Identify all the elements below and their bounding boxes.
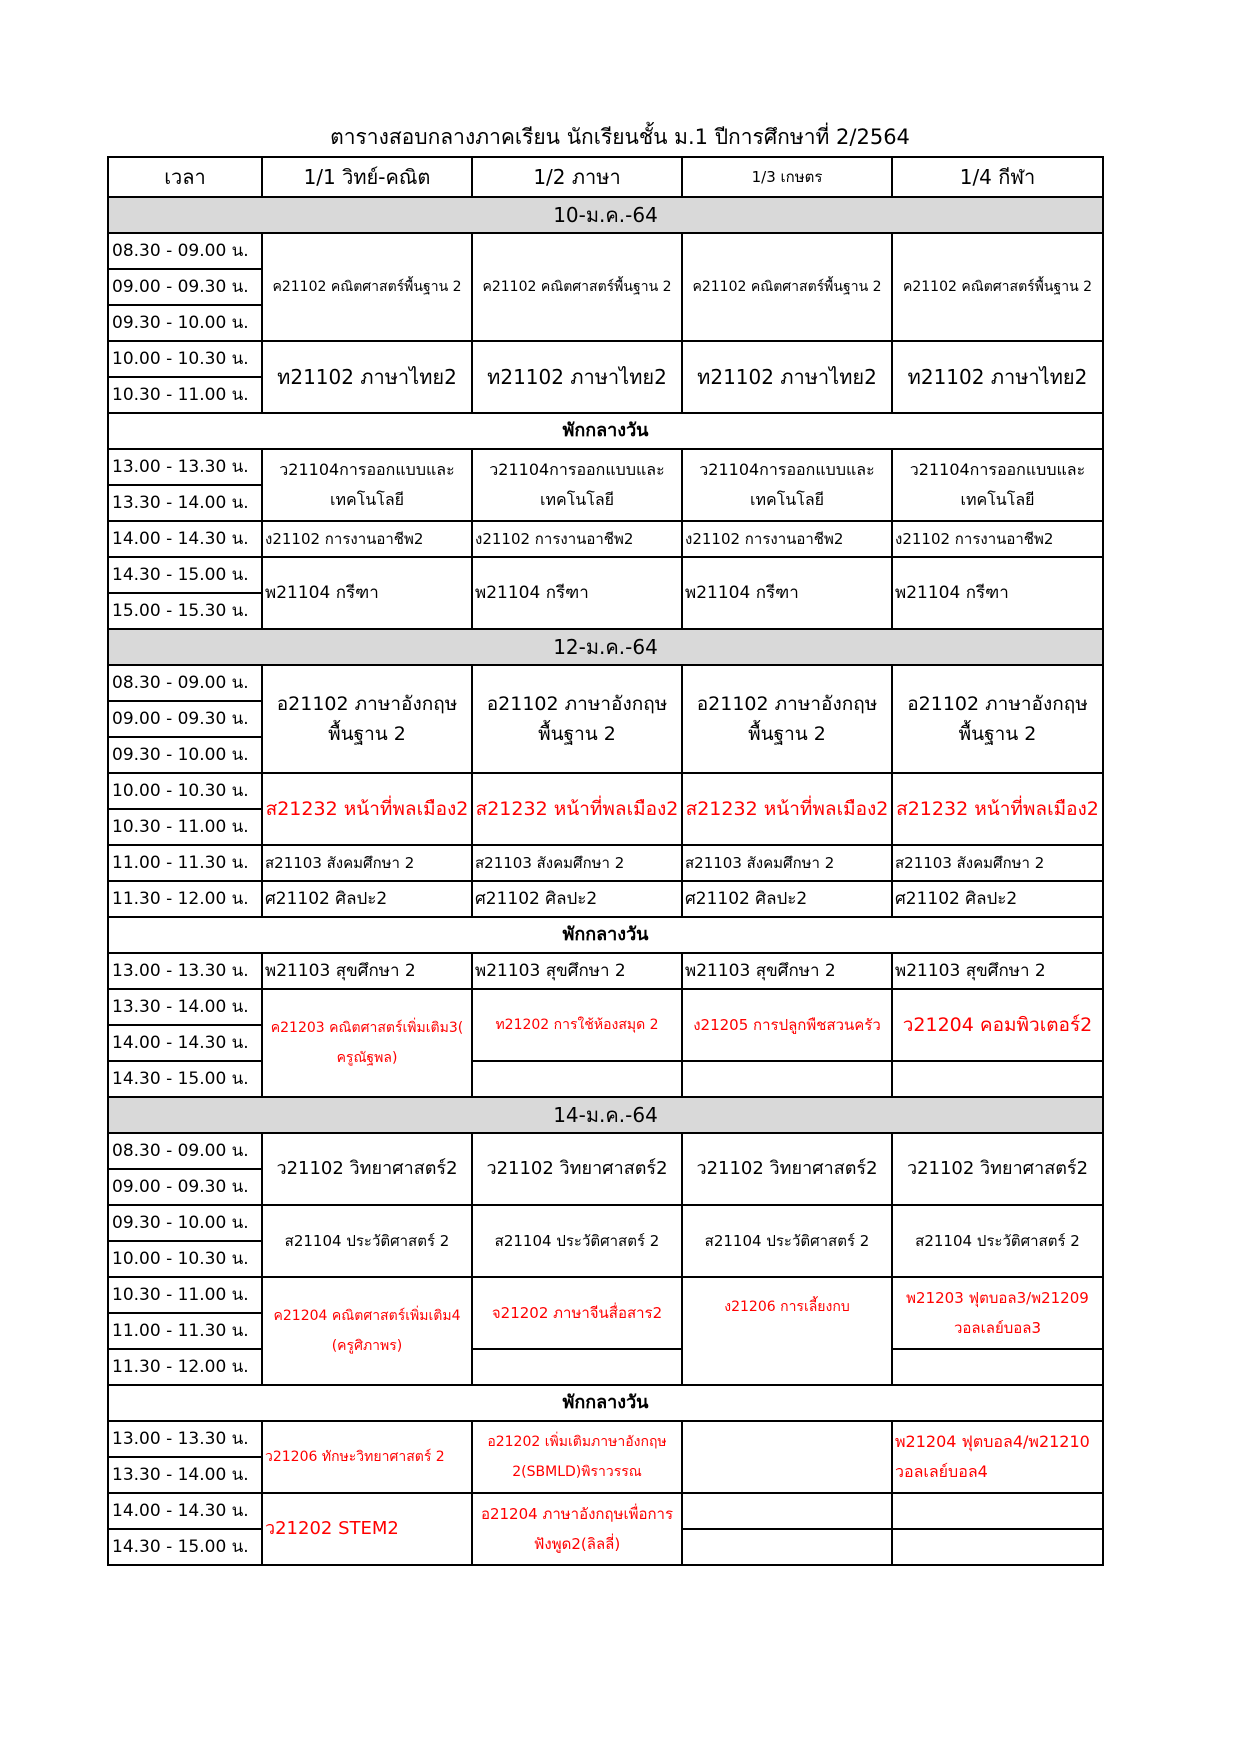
header-class-1-2: 1/2 ภาษา bbox=[472, 157, 682, 197]
exam-line: ว21104การออกแบบและ bbox=[909, 460, 1086, 479]
time-slot: 14.00 - 14.30 น. bbox=[108, 1493, 262, 1529]
exam-cell: พ21104 กรีฑา bbox=[892, 557, 1103, 629]
exam-line: พ21203 ฟุตบอล3/พ21209 bbox=[906, 1289, 1089, 1307]
exam-cell bbox=[892, 449, 1103, 521]
empty-cell bbox=[682, 1421, 892, 1493]
exam-line: ว21104การออกแบบและ bbox=[699, 460, 875, 479]
exam-cell: ง21205 การปลูกพืชสวนครัว bbox=[682, 989, 892, 1061]
exam-cell: ค21102 คณิตศาสตร์พื้นฐาน 2 bbox=[682, 233, 892, 341]
exam-cell: ค21102 คณิตศาสตร์พื้นฐาน 2 bbox=[472, 233, 682, 341]
time-slot: 10.30 - 11.00 น. bbox=[108, 377, 262, 413]
exam-cell: ส21103 สังคมศึกษา 2 bbox=[892, 845, 1103, 881]
exam-cell: พ21103 สุขศึกษา 2 bbox=[682, 953, 892, 989]
header-class-1-4: 1/4 กีฬา bbox=[892, 157, 1103, 197]
exam-line: พื้นฐาน 2 bbox=[538, 723, 616, 745]
time-slot: 13.00 - 13.30 น. bbox=[108, 1421, 262, 1457]
exam-line: อ21102 ภาษาอังกฤษ bbox=[486, 693, 668, 715]
exam-cell: ส21103 สังคมศึกษา 2 bbox=[682, 845, 892, 881]
empty-cell bbox=[892, 1349, 1103, 1385]
exam-cell: ง21102 การงานอาชีพ2 bbox=[682, 521, 892, 557]
exam-cell: ว21206 ทักษะวิทยาศาสตร์ 2 bbox=[262, 1421, 472, 1493]
empty-cell bbox=[682, 1061, 892, 1097]
lunch-break-row: พักกลางวัน bbox=[108, 413, 1103, 449]
exam-line: วอลเลย์บอล3 bbox=[954, 1319, 1041, 1337]
exam-line: อ21102 ภาษาอังกฤษ bbox=[907, 693, 1088, 715]
time-slot: 10.30 - 11.00 น. bbox=[108, 1277, 262, 1313]
exam-line: ค21203 คณิตศาสตร์เพิ่มเติม3( bbox=[270, 1020, 464, 1036]
exam-cell: ศ21102 ศิลปะ2 bbox=[262, 881, 472, 917]
exam-cell: พ21103 สุขศึกษา 2 bbox=[472, 953, 682, 989]
empty-cell bbox=[892, 1493, 1103, 1529]
exam-cell: ส21104 ประวัติศาสตร์ 2 bbox=[892, 1205, 1103, 1277]
empty-cell bbox=[892, 1529, 1103, 1565]
exam-line: พื้นฐาน 2 bbox=[328, 723, 406, 745]
exam-cell: ง21206 การเลี้ยงกบ bbox=[682, 1277, 892, 1385]
exam-cell: ส21104 ประวัติศาสตร์ 2 bbox=[262, 1205, 472, 1277]
time-slot: 11.00 - 11.30 น. bbox=[108, 845, 262, 881]
time-slot: 10.00 - 10.30 น. bbox=[108, 1241, 262, 1277]
exam-line: (ครูศิภาพร) bbox=[331, 1338, 403, 1354]
exam-cell: ท21102 ภาษาไทย2 bbox=[892, 341, 1103, 413]
exam-line: เทคโนโลยี bbox=[960, 490, 1035, 509]
exam-cell: พ21103 สุขศึกษา 2 bbox=[262, 953, 472, 989]
time-slot: 14.00 - 14.30 น. bbox=[108, 521, 262, 557]
header-class-1-1: 1/1 วิทย์-คณิต bbox=[262, 157, 472, 197]
exam-cell: ว21204 คอมพิวเตอร์2 bbox=[892, 989, 1103, 1061]
time-slot: 08.30 - 09.00 น. bbox=[108, 233, 262, 269]
time-slot: 13.30 - 14.00 น. bbox=[108, 485, 262, 521]
header-class-1-3: 1/3 เกษตร bbox=[682, 157, 892, 197]
time-slot: 11.00 - 11.30 น. bbox=[108, 1313, 262, 1349]
exam-line: ว21104การออกแบบและ bbox=[489, 460, 665, 479]
date-row-day1: 10-ม.ค.-64 bbox=[108, 197, 1103, 233]
exam-line: อ21102 ภาษาอังกฤษ bbox=[696, 693, 878, 715]
time-slot: 14.30 - 15.00 น. bbox=[108, 557, 262, 593]
time-slot: 08.30 - 09.00 น. bbox=[108, 1133, 262, 1169]
time-slot: 10.00 - 10.30 น. bbox=[108, 773, 262, 809]
lunch-break-row: พักกลางวัน bbox=[108, 917, 1103, 953]
time-slot: 13.00 - 13.30 น. bbox=[108, 449, 262, 485]
exam-line: เทคโนโลยี bbox=[749, 490, 825, 509]
time-slot: 08.30 - 09.00 น. bbox=[108, 665, 262, 701]
time-slot: 09.00 - 09.30 น. bbox=[108, 701, 262, 737]
time-slot: 13.30 - 14.00 น. bbox=[108, 1457, 262, 1493]
exam-cell: พ21103 สุขศึกษา 2 bbox=[892, 953, 1103, 989]
exam-cell: ว21102 วิทยาศาสตร์2 bbox=[892, 1133, 1103, 1205]
exam-cell: ท21102 ภาษาไทย2 bbox=[262, 341, 472, 413]
exam-cell bbox=[262, 989, 472, 1097]
exam-cell bbox=[472, 1493, 682, 1565]
time-slot: 09.30 - 10.00 น. bbox=[108, 1205, 262, 1241]
time-slot: 09.30 - 10.00 น. bbox=[108, 737, 262, 773]
exam-line: เทคโนโลยี bbox=[539, 490, 615, 509]
exam-cell bbox=[682, 449, 892, 521]
exam-cell: ท21202 การใช้ห้องสมุด 2 bbox=[472, 989, 682, 1061]
exam-line: พ21204 ฟุตบอล4/พ21210 bbox=[895, 1432, 1090, 1451]
exam-line: พื้นฐาน 2 bbox=[748, 723, 826, 745]
exam-cell bbox=[262, 665, 472, 773]
exam-line: อ21204 ภาษาอังกฤษเพื่อการ bbox=[480, 1505, 674, 1523]
exam-line: อ21102 ภาษาอังกฤษ bbox=[276, 693, 458, 715]
time-slot: 09.00 - 09.30 น. bbox=[108, 1169, 262, 1205]
time-slot: 10.30 - 11.00 น. bbox=[108, 809, 262, 845]
time-slot: 13.00 - 13.30 น. bbox=[108, 953, 262, 989]
date-row-day2: 12-ม.ค.-64 bbox=[108, 629, 1103, 665]
time-slot: 14.00 - 14.30 น. bbox=[108, 1025, 262, 1061]
header-row bbox=[108, 157, 1103, 197]
exam-cell: ส21103 สังคมศึกษา 2 bbox=[472, 845, 682, 881]
exam-cell: ศ21102 ศิลปะ2 bbox=[682, 881, 892, 917]
exam-line: วอลเลย์บอล4 bbox=[895, 1462, 988, 1481]
time-slot: 11.30 - 12.00 น. bbox=[108, 1349, 262, 1385]
exam-cell: ส21232 หน้าที่พลเมือง2 bbox=[472, 773, 682, 845]
exam-cell bbox=[472, 665, 682, 773]
exam-line: ค21204 คณิตศาสตร์เพิ่มเติม4 bbox=[273, 1308, 461, 1324]
exam-cell: ส21232 หน้าที่พลเมือง2 bbox=[682, 773, 892, 845]
exam-cell: จ21202 ภาษาจีนสื่อสาร2 bbox=[472, 1277, 682, 1349]
empty-cell bbox=[892, 1061, 1103, 1097]
time-slot: 14.30 - 15.00 น. bbox=[108, 1529, 262, 1565]
exam-cell: ส21232 หน้าที่พลเมือง2 bbox=[892, 773, 1103, 845]
exam-line: 2(SBMLD)พิราวรรณ bbox=[512, 1464, 642, 1480]
exam-line: ว21104การออกแบบและ bbox=[279, 460, 455, 479]
time-slot: 11.30 - 12.00 น. bbox=[108, 881, 262, 917]
exam-cell: ว21202 STEM2 bbox=[262, 1493, 472, 1565]
exam-cell: ส21104 ประวัติศาสตร์ 2 bbox=[682, 1205, 892, 1277]
exam-cell bbox=[682, 665, 892, 773]
exam-cell bbox=[892, 1421, 1103, 1493]
empty-cell bbox=[682, 1493, 892, 1529]
exam-cell: ส21104 ประวัติศาสตร์ 2 bbox=[472, 1205, 682, 1277]
exam-cell: ว21102 วิทยาศาสตร์2 bbox=[682, 1133, 892, 1205]
time-slot: 10.00 - 10.30 น. bbox=[108, 341, 262, 377]
exam-cell: ง21102 การงานอาชีพ2 bbox=[892, 521, 1103, 557]
exam-cell: ท21102 ภาษาไทย2 bbox=[472, 341, 682, 413]
time-slot: 09.30 - 10.00 น. bbox=[108, 305, 262, 341]
exam-cell: พ21104 กรีฑา bbox=[472, 557, 682, 629]
time-slot: 09.00 - 09.30 น. bbox=[108, 269, 262, 305]
exam-cell bbox=[262, 449, 472, 521]
exam-cell bbox=[472, 449, 682, 521]
empty-cell bbox=[472, 1349, 682, 1385]
exam-cell: ว21102 วิทยาศาสตร์2 bbox=[262, 1133, 472, 1205]
empty-cell bbox=[682, 1529, 892, 1565]
exam-cell: ค21102 คณิตศาสตร์พื้นฐาน 2 bbox=[262, 233, 472, 341]
page-title: ตารางสอบกลางภาคเรียน นักเรียนชั้น ม.1 ปีการศึกษาที่ 2/2564 bbox=[330, 125, 910, 149]
time-slot: 13.30 - 14.00 น. bbox=[108, 989, 262, 1025]
exam-cell: ง21102 การงานอาชีพ2 bbox=[472, 521, 682, 557]
exam-cell bbox=[892, 1277, 1103, 1349]
time-slot: 15.00 - 15.30 น. bbox=[108, 593, 262, 629]
exam-schedule-table bbox=[107, 156, 1104, 1566]
exam-cell: ส21232 หน้าที่พลเมือง2 bbox=[262, 773, 472, 845]
date-row-day3: 14-ม.ค.-64 bbox=[108, 1097, 1103, 1133]
lunch-break-row: พักกลางวัน bbox=[108, 1385, 1103, 1421]
exam-line: ฟังพูด2(ลิลลี่) bbox=[533, 1535, 621, 1553]
exam-line: พื้นฐาน 2 bbox=[958, 723, 1037, 745]
exam-cell: ค21102 คณิตศาสตร์พื้นฐาน 2 bbox=[892, 233, 1103, 341]
header-time: เวลา bbox=[108, 157, 262, 197]
time-slot: 14.30 - 15.00 น. bbox=[108, 1061, 262, 1097]
exam-cell: พ21104 กรีฑา bbox=[682, 557, 892, 629]
exam-cell: ศ21102 ศิลปะ2 bbox=[472, 881, 682, 917]
exam-cell: ง21102 การงานอาชีพ2 bbox=[262, 521, 472, 557]
exam-cell bbox=[892, 665, 1103, 773]
empty-cell bbox=[472, 1061, 682, 1097]
exam-cell: ส21103 สังคมศึกษา 2 bbox=[262, 845, 472, 881]
exam-cell bbox=[262, 1277, 472, 1385]
exam-line: อ21202 เพิ่มเติมภาษาอังกฤษ bbox=[487, 1434, 667, 1450]
exam-cell: ว21102 วิทยาศาสตร์2 bbox=[472, 1133, 682, 1205]
exam-cell bbox=[472, 1421, 682, 1493]
exam-line: เทคโนโลยี bbox=[329, 490, 405, 509]
exam-cell: พ21104 กรีฑา bbox=[262, 557, 472, 629]
exam-cell: ท21102 ภาษาไทย2 bbox=[682, 341, 892, 413]
exam-line: ครูณัฐพล) bbox=[336, 1050, 398, 1066]
exam-cell: ศ21102 ศิลปะ2 bbox=[892, 881, 1103, 917]
